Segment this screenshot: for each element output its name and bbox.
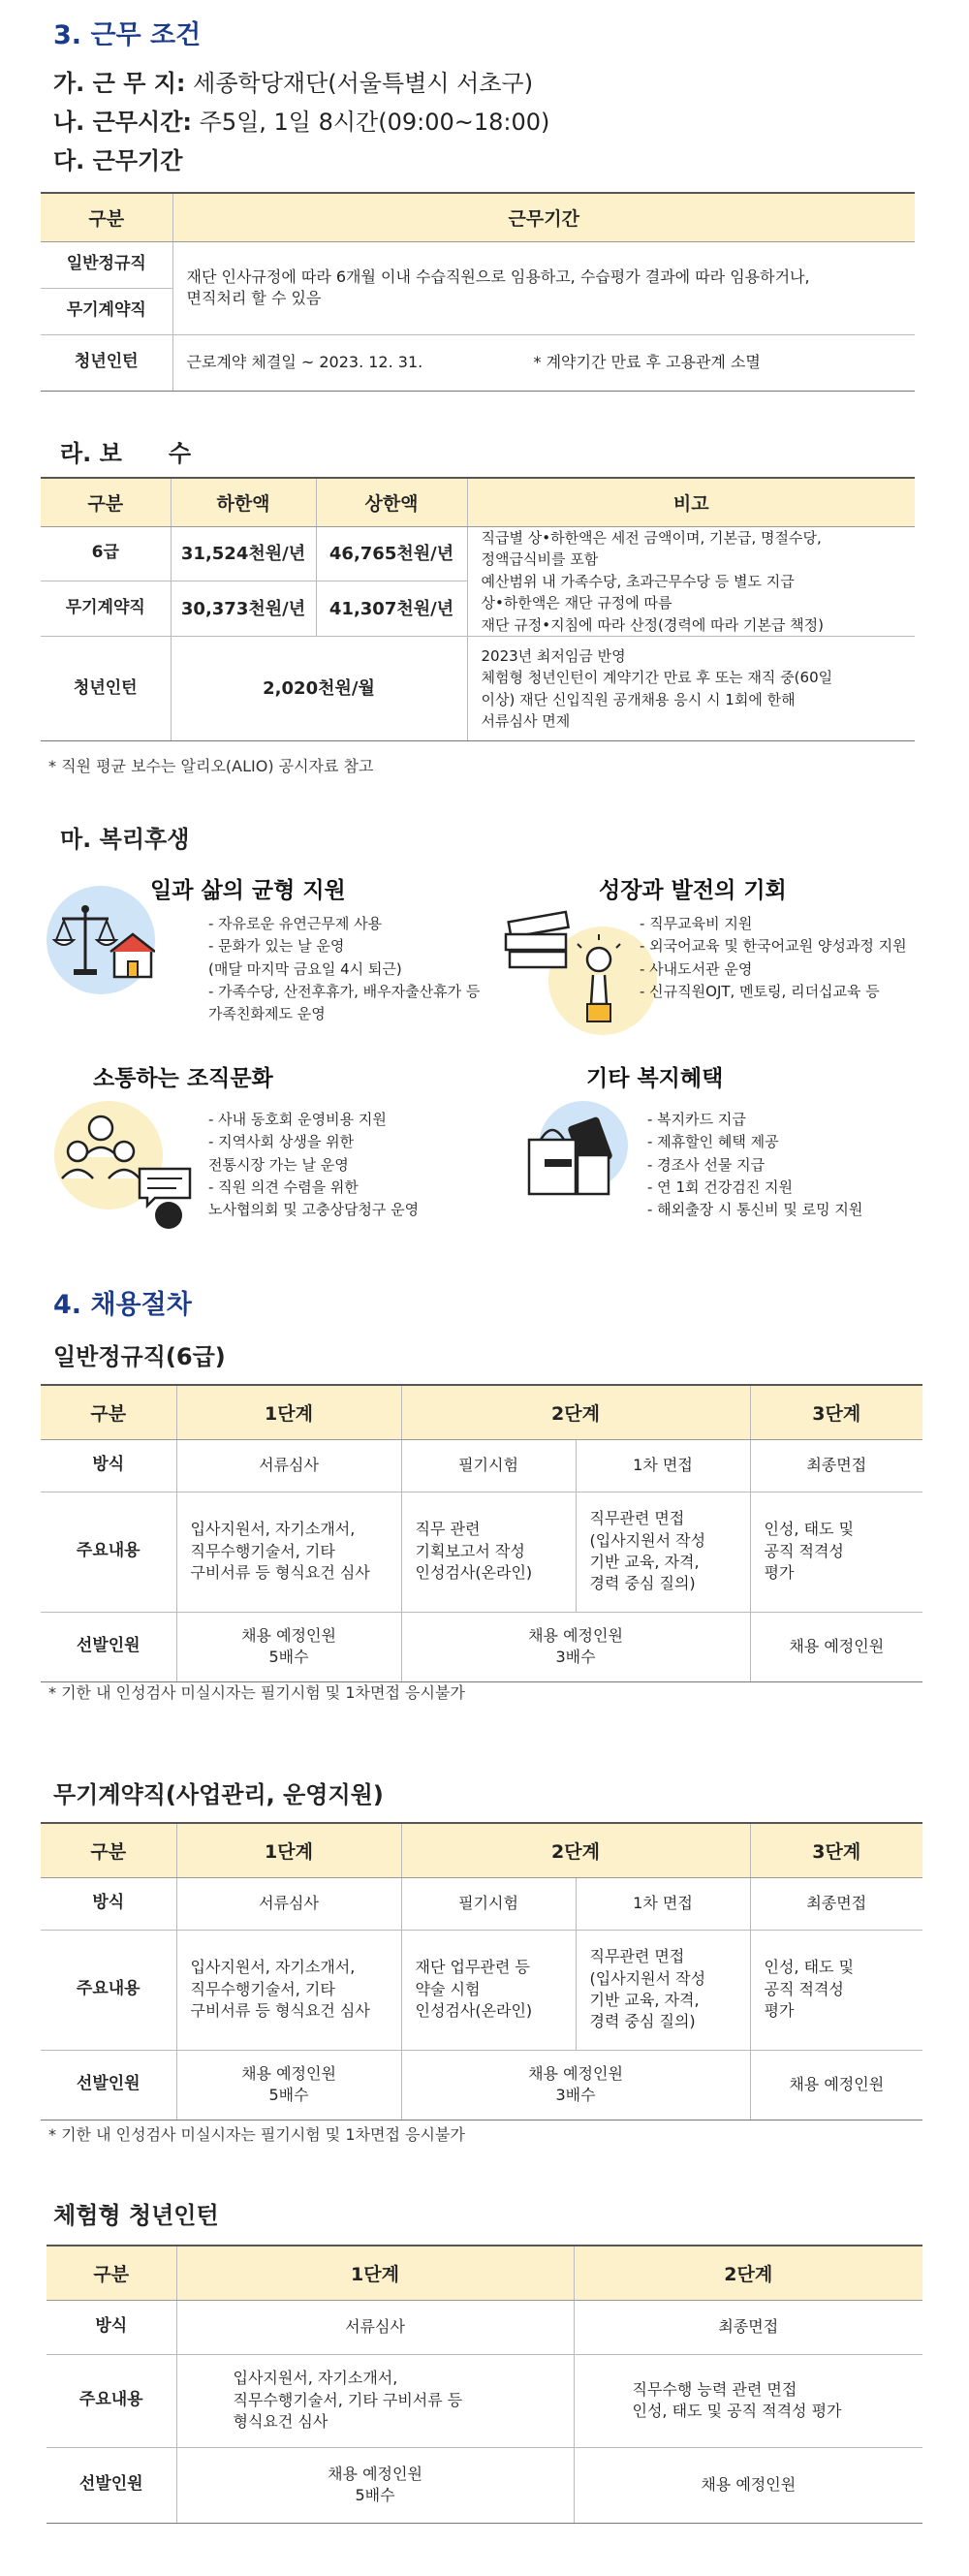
contract-note: * 기한 내 인성검사 미실시자는 필기시험 및 1차면접 응시불가 [48,2125,465,2144]
period-text-regular: 재단 인사규정에 따라 6개월 이내 수습직원으로 임용하고, 수습평가 결과에 따라 임용하거나, 면직처리 할 수 있음 [172,241,915,334]
benefit-other [484,1060,969,1235]
header-min: 하한액 [171,478,316,526]
hours-value: 주5일, 1일 8시간(09:00~18:00) [192,109,550,136]
contract-process-table [41,1822,922,2120]
content-cell: 인성, 태도 및 공직 적격성 평가 [750,1930,922,2050]
location-line [53,64,533,98]
pay-remark-intern: 2023년 최저임금 반영 체험형 청년인턴이 계약기간 만료 후 또는 재직 중(60일 이상) 재단 신입직원 공개채용 응시 시 1회에 한해 서류심사 면제 [467,637,915,741]
row-label-content: 주요내용 [41,1930,176,2050]
benefit-growth [484,872,969,1047]
header-category: 구분 [47,2246,176,2300]
period-label: 다. 근무기간 [53,147,183,174]
method-cell: 필기시험 [401,1877,576,1930]
benefit-title: 소통하는 조직문화 [93,1066,273,1091]
regular-process-table [41,1384,922,1682]
row-label-intern: 청년인턴 [41,334,172,391]
header-stage3: 3단계 [750,1823,922,1877]
pay-label-contract: 무기계약직 [41,581,171,637]
intern-label: 체험형 청년인턴 [53,2202,219,2229]
selection-cell: 채용 예정인원 3배수 [401,2050,750,2120]
selection-cell: 채용 예정인원 5배수 [176,2050,401,2120]
header-stage1: 1단계 [176,1823,401,1877]
benefit-title: 일과 삶의 균형 지원 [150,878,346,903]
selection-cell: 채용 예정인원 5배수 [176,2447,574,2523]
content-cell: 직무 관련 기획보고서 작성 인성검사(온라인) [401,1492,576,1612]
content-cell: 직무수행 능력 관련 면접 인성, 태도 및 공직 적격성 평가 [574,2354,922,2447]
row-label-content: 주요내용 [47,2354,176,2447]
header-category: 구분 [41,193,172,241]
contract-label: 무기계약직(사업관리, 운영지원) [53,1781,384,1808]
card-shopping-icon [539,1101,628,1190]
benefit-communication [0,1060,484,1235]
intern-period-note: * 계약기간 만료 후 고용관계 소멸 [533,352,761,371]
benefit-title: 기타 복지혜택 [586,1066,724,1091]
method-cell: 최종면접 [750,1877,922,1930]
welfare-label: 마. 복리후생 [60,826,190,853]
row-label-method: 방식 [41,1439,176,1492]
row-label-method: 방식 [47,2300,176,2354]
hours-line [53,103,549,137]
pay-label-intern: 청년인턴 [41,637,171,741]
row-label-selection: 선발인원 [41,1612,176,1681]
section3-title: 3. 근무 조건 [53,20,202,50]
intern-period: 근로계약 체결일 ~ 2023. 12. 31. [186,352,423,371]
pay-max-grade6: 46,765천원/년 [316,526,467,581]
method-cell: 1차 면접 [576,1877,750,1930]
pay-label-grade6: 6급 [41,526,171,581]
benefit-list: - 자유로운 유연근무제 사용 - 문화가 있는 날 운영 (매달 마지막 금요일 4시 퇴근) - 가족수당, 산전후휴가, 배우자출산휴가 등 가족친화제도 운영 [208,915,481,1022]
pay-max-contract: 41,307천원/년 [316,581,467,637]
people-chat-icon [54,1101,163,1209]
pay-label: 라. 보 수 [60,440,192,467]
content-cell: 직무관련 면접 (입사지원서 작성 기반 교육, 자격, 경력 중심 질의) [576,1930,750,2050]
row-label-content: 주요내용 [41,1492,176,1612]
benefit-list: - 직무교육비 지원 - 외국어교육 및 한국어교원 양성과정 지원 - 사내도서관 운영 - 신규직원OJT, 멘토링, 리더십교육 등 [640,915,907,1000]
content-cell: 입사지원서, 자기소개서, 직무수행기술서, 기타 구비서류 등 형식요건 심사 [176,1930,401,2050]
method-cell: 최종면접 [750,1439,922,1492]
selection-cell: 채용 예정인원 [750,1612,922,1681]
selection-cell: 채용 예정인원 5배수 [176,1612,401,1681]
regular-note: * 기한 내 인성검사 미실시자는 필기시험 및 1차면접 응시불가 [48,1683,465,1702]
header-stage2: 2단계 [401,1823,750,1877]
content-cell: 재단 업무관련 등 약술 시험 인성검사(온라인) [401,1930,576,2050]
pay-min-grade6: 31,524천원/년 [171,526,316,581]
row-label-selection: 선발인원 [47,2447,176,2523]
header-stage3: 3단계 [750,1385,922,1439]
benefit-list: - 복지카드 지급 - 제휴할인 혜택 제공 - 경조사 선물 지급 - 연 1회 건강검진 지원 - 해외출장 시 통신비 및 로밍 지원 [647,1111,863,1218]
method-cell: 1차 면접 [576,1439,750,1492]
header-category: 구분 [41,1385,176,1439]
content-cell: 직무관련 면접 (입사지원서 작성 기반 교육, 자격, 경력 중심 질의) [576,1492,750,1612]
row-label-regular: 일반정규직 [41,241,172,288]
section4-title: 4. 채용절차 [53,1290,192,1320]
selection-cell: 채용 예정인원 [574,2447,922,2523]
selection-cell: 채용 예정인원 3배수 [401,1612,750,1681]
content-cell: 입사지원서, 자기소개서, 직무수행기술서, 기타 구비서류 등 형식요건 심사 [176,2354,574,2447]
method-cell: 최종면접 [574,2300,922,2354]
intern-process-table [47,2245,922,2524]
selection-cell: 채용 예정인원 [750,2050,922,2120]
benefit-work-life [0,872,484,1047]
benefit-list: - 사내 동호회 운영비용 지원 - 지역사회 상생을 위한 전통시장 가는 날 운영 - 직원 의견 수렴을 위한 노사협의회 및 고충상담청구 운영 [208,1111,420,1218]
scale-house-icon [47,886,155,994]
method-cell: 서류심사 [176,1877,401,1930]
method-cell: 필기시험 [401,1439,576,1492]
content-cell: 입사지원서, 자기소개서, 직무수행기술서, 기타 구비서류 등 형식요건 심사 [176,1492,401,1612]
period-table [41,192,915,392]
header-remark: 비고 [467,478,915,526]
pay-remark-regular: 직급별 상•하한액은 세전 금액이며, 기본급, 명절수당, 정액급식비를 포함 예산범위 내 가족수당, 초과근무수당 등 별도 지급 상•하한액은 재단 규정에 따름 재단 규정•지침에 따라 산정(경력에 따라 기본급 책정) [467,526,915,637]
header-stage2: 2단계 [401,1385,750,1439]
method-cell: 서류심사 [176,1439,401,1492]
header-stage1: 1단계 [176,1385,401,1439]
pay-min-contract: 30,373천원/년 [171,581,316,637]
pay-table [41,477,915,741]
content-cell: 인성, 태도 및 공직 적격성 평가 [750,1492,922,1612]
location-label: 가. 근 무 지: [53,70,186,97]
period-text-intern [172,334,915,391]
benefit-title: 성장과 발전의 기회 [599,878,787,903]
row-label-method: 방식 [41,1877,176,1930]
header-stage2: 2단계 [574,2246,922,2300]
method-cell: 서류심사 [176,2300,574,2354]
location-value: 세종학당재단(서울특별시 서초구) [185,70,534,97]
row-label-selection: 선발인원 [41,2050,176,2120]
hours-label: 나. 근무시간: [53,109,192,136]
regular-label: 일반정규직(6급) [53,1343,226,1370]
header-category: 구분 [41,478,171,526]
header-period: 근무기간 [172,193,915,241]
pay-amount-intern: 2,020천원/월 [171,637,467,741]
header-stage1: 1단계 [176,2246,574,2300]
pay-note: * 직원 평균 보수는 알리오(ALIO) 공시자료 참고 [48,757,374,775]
header-category: 구분 [41,1823,176,1877]
header-max: 상한액 [316,478,467,526]
row-label-contract: 무기계약직 [41,288,172,334]
